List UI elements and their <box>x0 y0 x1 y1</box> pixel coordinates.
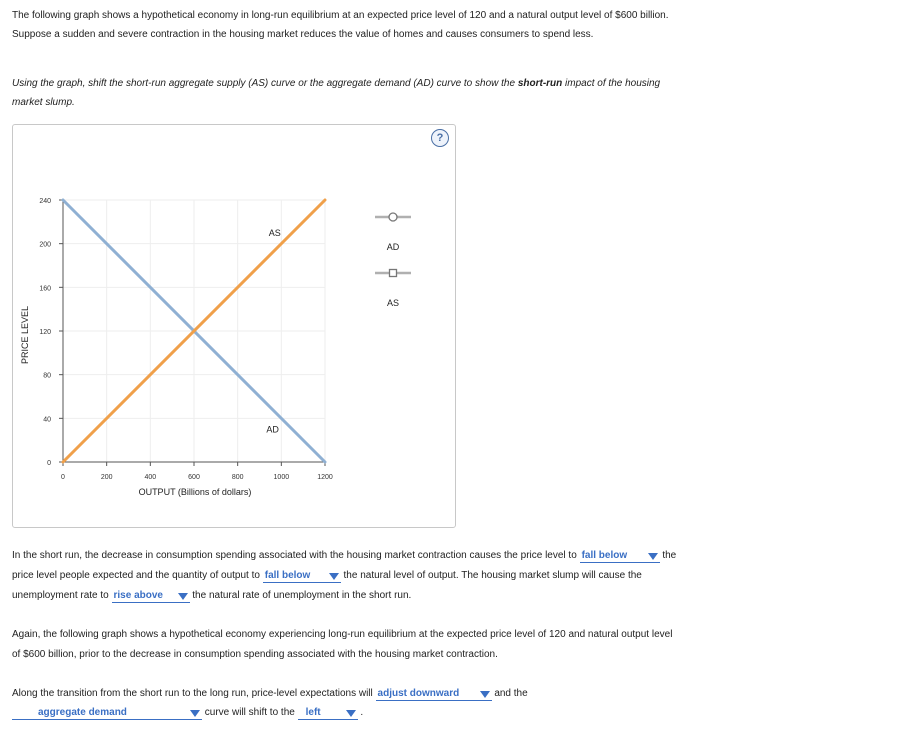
help-button[interactable]: ? <box>431 129 449 147</box>
q1-text-3: price level people expected and the quantity of output to <box>12 570 260 581</box>
direction-dropdown-value: left <box>305 707 321 718</box>
y-tick-label: 80 <box>43 372 51 380</box>
instruction-text-c: impact of the housing <box>562 78 661 89</box>
expectations-dropdown-value: adjust downward <box>377 688 460 699</box>
as-tool-square-icon <box>390 270 397 277</box>
q2-text-3: curve will shift to the <box>204 707 295 718</box>
p2-line-1: Again, the following graph shows a hypothetical economy experiencing long-run equilibrium at the expected price level of 120 and natural output level <box>12 629 673 640</box>
instruction-text-a: Using the graph, shift the short-run aggregate supply (AS) curve or the aggregate demand (AD) curve to show the <box>12 78 518 89</box>
q2-text-2: and the <box>494 688 528 699</box>
q1-text-4: the natural level of output. The housing market slump will cause the <box>343 570 642 581</box>
x-tick-label: 1000 <box>273 474 290 481</box>
y-tick-label: 40 <box>43 416 51 424</box>
chevron-down-icon <box>329 573 339 580</box>
instruction-line-1 <box>12 74 660 94</box>
x-tick-label: 200 <box>100 474 113 481</box>
q2-line-1 <box>12 684 528 704</box>
expectations-dropdown[interactable] <box>376 688 492 701</box>
chart-svg <box>13 125 455 527</box>
unemployment-dropdown[interactable] <box>112 590 190 603</box>
p2-line-2: of $600 billion, prior to the decrease in consumption spending associated with the housing market contraction. <box>12 649 498 660</box>
instruction-emphasis: short-run <box>517 78 563 89</box>
q2-line-2 <box>12 703 363 723</box>
x-tick-label: 0 <box>61 474 65 481</box>
q1-text-6: the natural rate of unemployment in the short run. <box>192 590 412 601</box>
x-tick-label: 400 <box>144 474 157 481</box>
y-tick-label: 160 <box>39 285 51 293</box>
y-tick-label: 0 <box>47 460 51 467</box>
q2-text-1: Along the transition from the short run to the long run, price-level expectations will <box>12 688 373 699</box>
chevron-down-icon <box>190 710 200 717</box>
output-dropdown[interactable] <box>263 570 341 583</box>
x-axis-label: OUTPUT (Billions of dollars) <box>138 487 252 497</box>
chevron-down-icon <box>480 691 490 698</box>
intro-line-2: Suppose a sudden and severe contraction in the housing market reduces the value of homes and causes consumers to spend less. <box>12 29 594 40</box>
y-tick-label: 240 <box>39 198 51 205</box>
q1-text-1: In the short run, the decrease in consumption spending associated with the housing market contraction causes the price level to <box>12 550 577 561</box>
x-tick-label: 600 <box>188 474 200 481</box>
q1-text-5: unemployment rate to <box>12 590 109 601</box>
direction-dropdown[interactable] <box>298 707 358 720</box>
q1-line-1 <box>12 546 676 566</box>
ad-tool-circle-icon <box>389 213 397 221</box>
x-tick-label: 800 <box>231 474 244 481</box>
as-tool-label: AS <box>386 298 400 308</box>
chart-legend <box>375 213 411 308</box>
q1-text-2: the <box>662 550 677 561</box>
ad-curve-label: AD <box>266 424 279 435</box>
graph-panel <box>12 124 456 528</box>
price-level-dropdown[interactable] <box>580 550 660 563</box>
as-curve-label: AS <box>268 228 281 239</box>
y-tick-label: 200 <box>39 241 51 249</box>
price-level-dropdown-value: fall below <box>581 550 628 561</box>
curve-dropdown[interactable] <box>12 707 202 720</box>
y-tick-label: 120 <box>39 329 51 336</box>
ad-tool-label: AD <box>386 242 400 252</box>
y-axis-label: PRICE LEVEL <box>20 305 30 365</box>
q2-text-4: . <box>360 707 364 718</box>
output-dropdown-value: fall below <box>264 570 311 581</box>
instruction-line-2: market slump. <box>12 97 75 108</box>
chevron-down-icon <box>346 710 356 717</box>
q1-line-2 <box>12 566 642 586</box>
x-tick-label: 1200 <box>317 474 333 481</box>
curve-dropdown-value: aggregate demand <box>38 707 127 718</box>
intro-line-1: The following graph shows a hypothetical economy in long-run equilibrium at an expected price level of 120 and a natural output level of $600 billion. <box>12 10 669 21</box>
chevron-down-icon <box>178 593 188 600</box>
q1-line-3 <box>12 586 411 606</box>
chevron-down-icon <box>648 553 658 560</box>
unemployment-dropdown-value: rise above <box>113 590 163 601</box>
